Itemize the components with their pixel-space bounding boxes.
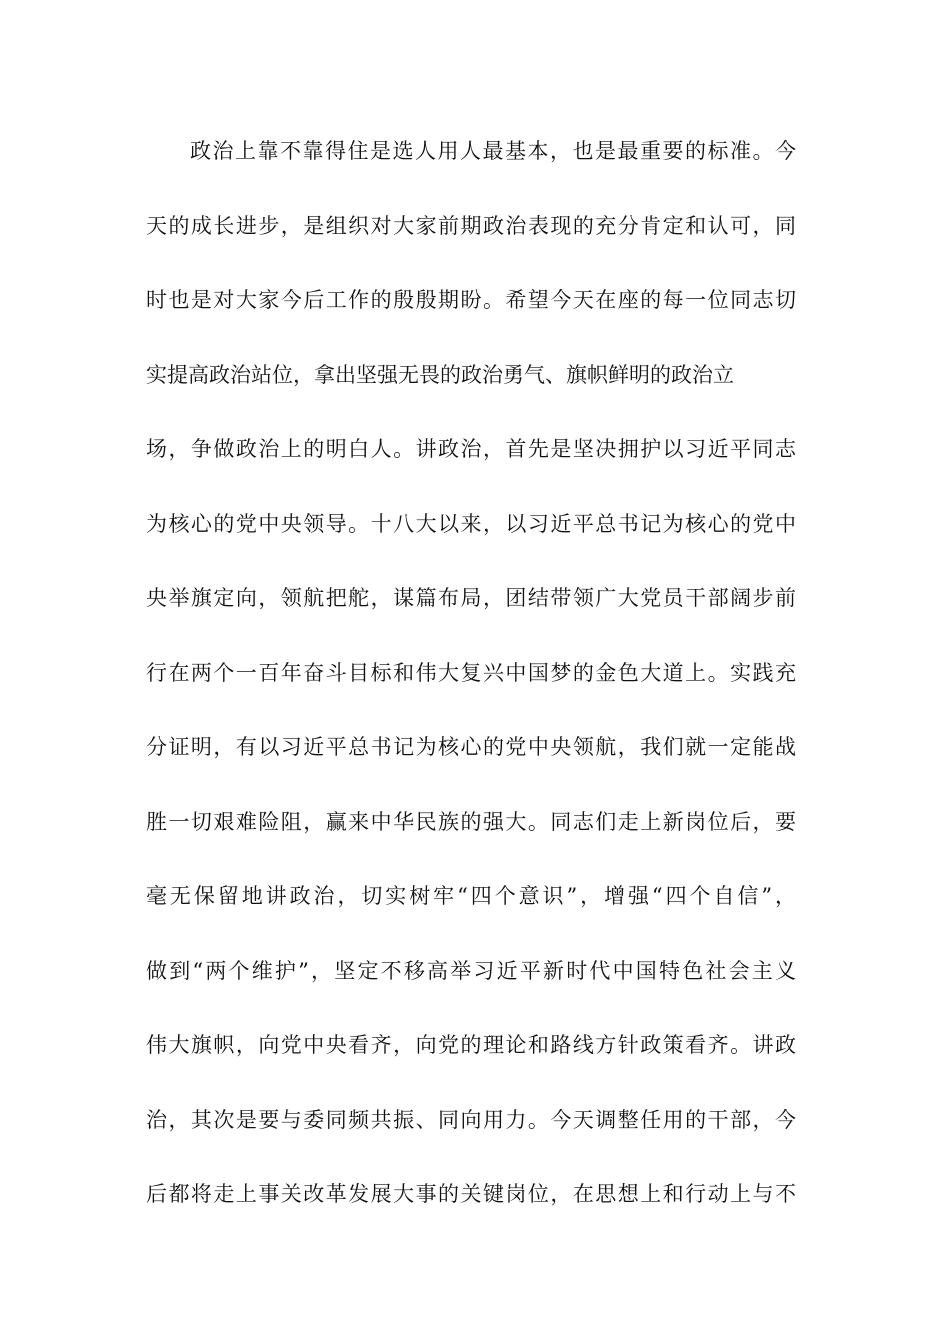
text-line: 胜一切艰难险阻，赢来中华民族的强大。同志们走上新岗位后，要 <box>146 809 796 834</box>
text-line: 做到“两个维护”，坚定不移高举习近平新时代中国特色社会主义 <box>146 958 796 983</box>
text-line: 治，其次是要与委同频共振、同向用力。今天调整任用的干部，今 <box>146 1107 796 1132</box>
text-line: 实提高政治站位，拿出坚强无畏的政治勇气、旗帜鲜明的政治立 <box>146 362 734 387</box>
body-paragraph <box>146 126 796 1244</box>
text-line: 央举旗定向，领航把舵，谋篇布局，团结带领广大党员干部阔步前 <box>146 586 796 610</box>
text-line: 天的成长进步，是组织对大家前期政治表现的充分肯定和认可，同 <box>146 213 796 238</box>
text-line: 后都将走上事关改革发展大事的关键岗位，在思想上和行动上与不 <box>146 1182 796 1206</box>
text-line: 时也是对大家今后工作的殷殷期盼。希望今天在座的每一位同志切 <box>146 288 796 312</box>
text-line: 政治上靠不靠得住是选人用人最基本，也是最重要的标准。今 <box>190 139 796 163</box>
text-line: 伟大旗帜，向党中央看齐，向党的理论和路线方针政策看齐。讲政 <box>146 1033 796 1057</box>
text-line: 行在两个一百年奋斗目标和伟大复兴中国梦的金色大道上。实践充 <box>146 660 796 685</box>
text-line: 毫无保留地讲政治，切实树牢“四个意识”，增强“四个自信”， <box>146 884 796 908</box>
text-line: 为核心的党中央领导。十八大以来，以习近平总书记为核心的党中 <box>146 511 796 536</box>
text-line: 场，争做政治上的明白人。讲政治，首先是坚决拥护以习近平同志 <box>146 437 796 461</box>
text-line: 分证明，有以习近平总书记为核心的党中央领航，我们就一定能战 <box>146 735 796 759</box>
